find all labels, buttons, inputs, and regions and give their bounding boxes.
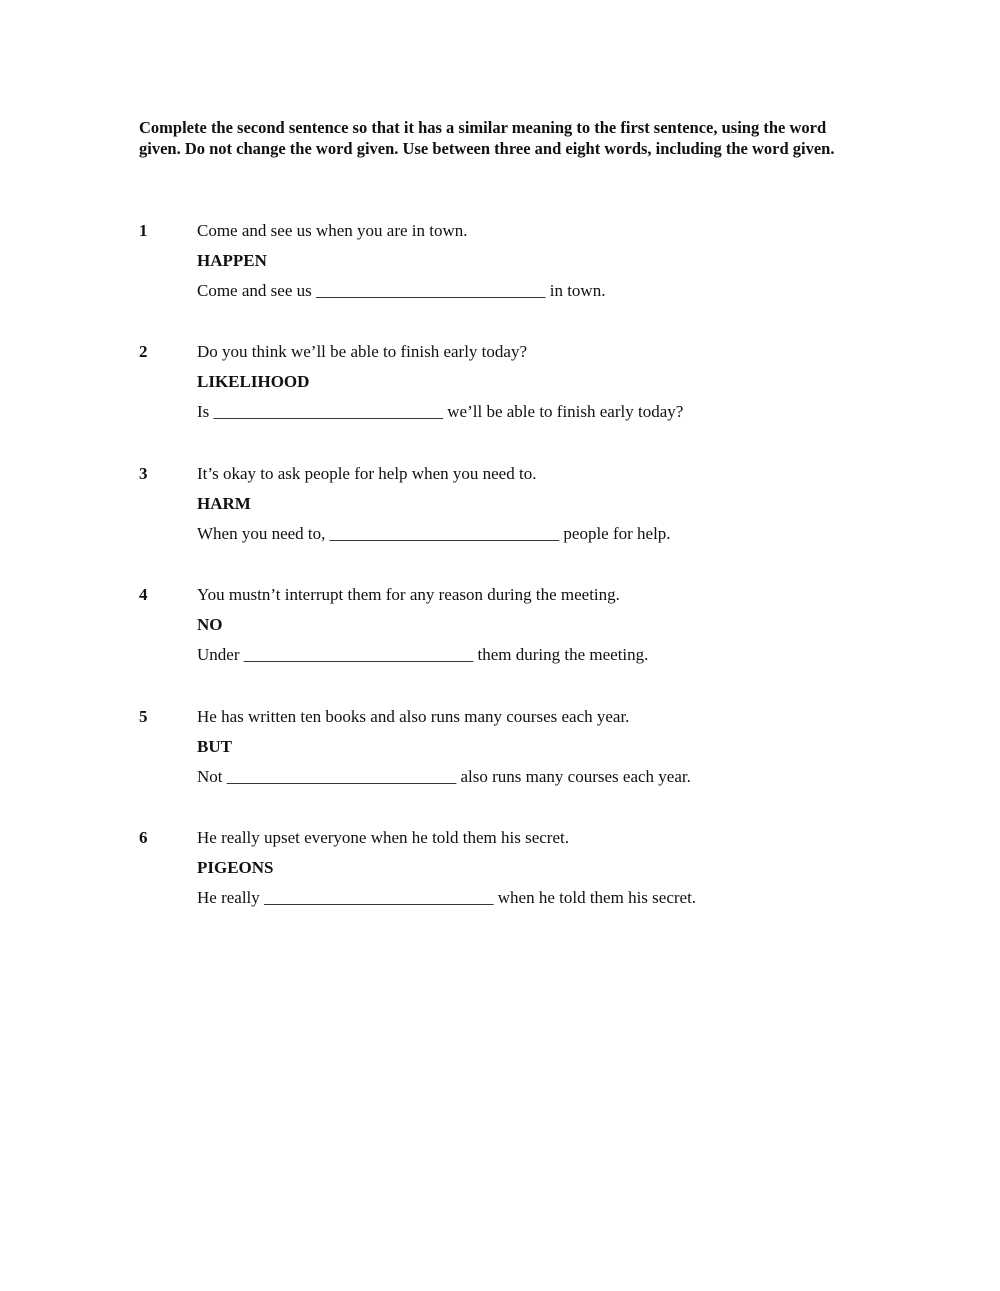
question-number: 1 — [139, 221, 148, 240]
question-number: 2 — [139, 342, 148, 361]
rewrite-sentence[interactable]: Under ___________________________ them during the meeting. — [197, 645, 649, 664]
rewrite-sentence[interactable]: When you need to, ___________________________ people for help. — [197, 524, 671, 543]
original-sentence: He has written ten books and also runs many courses each year. — [197, 707, 630, 726]
question-number: 6 — [139, 828, 148, 847]
question-item — [139, 706, 899, 801]
rewrite-sentence[interactable]: Come and see us ___________________________ in town. — [197, 281, 606, 300]
original-sentence: Come and see us when you are in town. — [197, 221, 468, 240]
original-sentence: You mustn’t interrupt them for any reason during the meeting. — [197, 585, 620, 604]
instructions: Complete the second sentence so that it has a similar meaning to the first sentence, using the word given. Do not change the word given. Use between three and eight words, including the word given. — [139, 118, 835, 158]
question-item — [139, 463, 899, 558]
keyword: NO — [197, 615, 223, 634]
original-sentence: He really upset everyone when he told them his secret. — [197, 828, 569, 847]
rewrite-sentence[interactable]: He really ___________________________ when he told them his secret. — [197, 888, 697, 907]
rewrite-sentence[interactable]: Not ___________________________ also runs many courses each year. — [197, 767, 691, 786]
rewrite-sentence[interactable]: Is ___________________________ we’ll be able to finish early today? — [197, 402, 684, 421]
question-number: 4 — [139, 585, 148, 604]
keyword: PIGEONS — [197, 858, 274, 877]
original-sentence: It’s okay to ask people for help when you need to. — [197, 464, 537, 483]
question-item — [139, 341, 899, 436]
question-item — [139, 827, 899, 922]
keyword: HARM — [197, 494, 251, 513]
question-item — [139, 220, 899, 315]
keyword: LIKELIHOOD — [197, 372, 310, 391]
question-number: 3 — [139, 464, 148, 483]
question-number: 5 — [139, 707, 148, 726]
keyword: HAPPEN — [197, 251, 267, 270]
original-sentence: Do you think we’ll be able to finish early today? — [197, 342, 527, 361]
question-item — [139, 584, 899, 679]
keyword: BUT — [197, 737, 232, 756]
